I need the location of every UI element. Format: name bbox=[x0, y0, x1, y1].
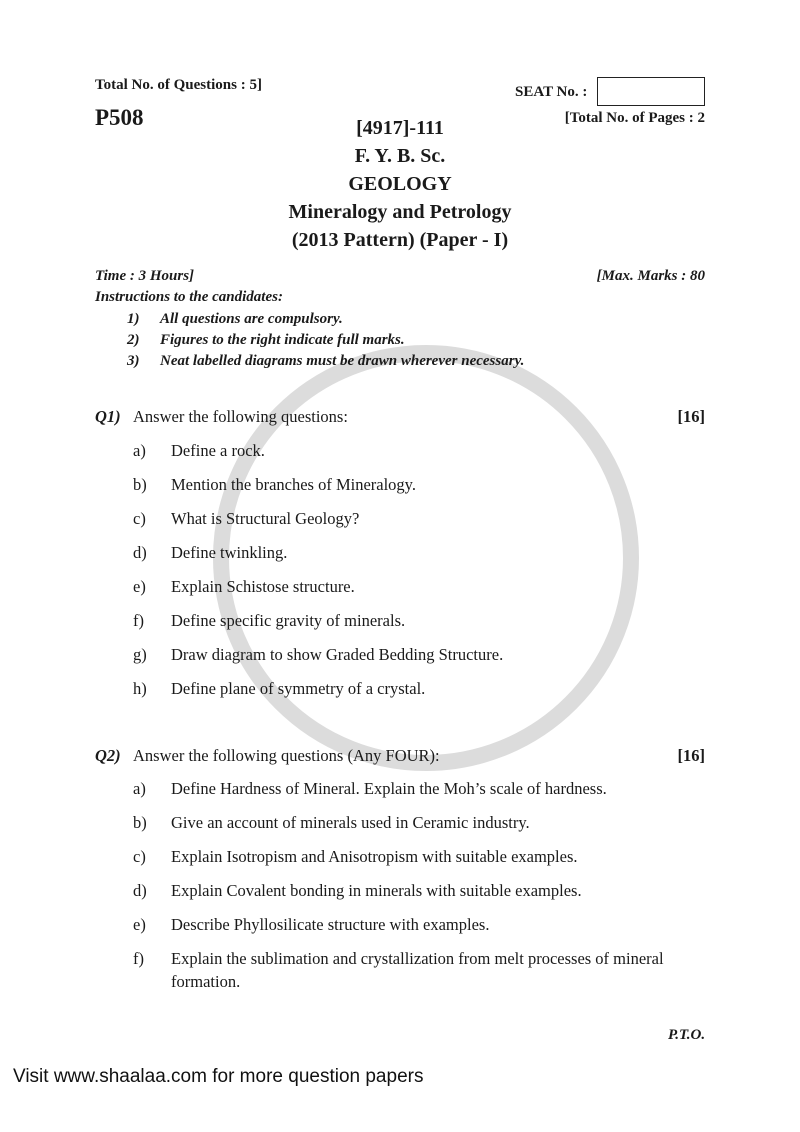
item-text: Explain Covalent bonding in minerals with suitable examples. bbox=[171, 881, 582, 900]
seat-number-box[interactable] bbox=[597, 77, 705, 106]
subject: GEOLOGY bbox=[348, 173, 452, 195]
item-letter: d) bbox=[133, 543, 147, 562]
exam-code: [4917]-111 bbox=[356, 117, 444, 139]
item-text-continued: formation. bbox=[171, 972, 241, 991]
max-marks: [Max. Marks : 80 bbox=[596, 268, 705, 284]
pattern: (2013 Pattern) (Paper - I) bbox=[291, 229, 509, 251]
item-letter: e) bbox=[133, 915, 146, 934]
time: Time : 3 Hours] bbox=[95, 268, 195, 284]
item-text: Describe Phyllosilicate structure with examples. bbox=[171, 915, 490, 934]
item-letter: e) bbox=[133, 577, 146, 596]
pto: P.T.O. bbox=[668, 1027, 706, 1043]
item-text: Draw diagram to show Graded Bedding Structure. bbox=[171, 645, 504, 664]
item-letter: b) bbox=[133, 475, 147, 494]
instruction-text: All questions are compulsory. bbox=[160, 311, 343, 327]
question-text: Answer the following questions (Any FOUR): bbox=[133, 746, 440, 765]
item-text: Mention the branches of Mineralogy. bbox=[171, 475, 416, 494]
item-text: Define plane of symmetry of a crystal. bbox=[171, 679, 426, 698]
item-letter: f) bbox=[133, 949, 144, 968]
paper-code: P508 bbox=[95, 105, 144, 130]
question-marks: [16] bbox=[677, 407, 705, 426]
course: F. Y. B. Sc. bbox=[354, 145, 446, 167]
item-letter: d) bbox=[133, 881, 147, 900]
item-letter: a) bbox=[133, 441, 146, 460]
seat-label: SEAT No. : bbox=[515, 84, 588, 100]
item-letter: g) bbox=[133, 645, 147, 664]
paper-name: Mineralogy and Petrology bbox=[288, 201, 512, 223]
instruction-num: 1) bbox=[127, 311, 140, 327]
item-letter: c) bbox=[133, 509, 146, 528]
item-text: Define twinkling. bbox=[171, 543, 288, 562]
item-text: Define Hardness of Mineral. Explain the Moh’s scale of hardness. bbox=[171, 779, 607, 798]
footer-text: Visit www.shaalaa.com for more question papers bbox=[13, 1066, 424, 1087]
item-text: Explain Schistose structure. bbox=[171, 577, 355, 596]
question-number: Q1) bbox=[95, 407, 121, 426]
item-letter: h) bbox=[133, 679, 147, 698]
question-number: Q2) bbox=[95, 746, 121, 765]
instruction-text: Neat labelled diagrams must be drawn wherever necessary. bbox=[160, 353, 525, 369]
instruction-text: Figures to the right indicate full marks. bbox=[160, 332, 405, 348]
item-text: Explain the sublimation and crystallization from melt processes of mineral bbox=[171, 949, 664, 968]
item-text: Give an account of minerals used in Ceramic industry. bbox=[171, 813, 530, 832]
instructions-heading: Instructions to the candidates: bbox=[95, 289, 283, 305]
total-pages: [Total No. of Pages : 2 bbox=[564, 110, 705, 126]
item-letter: f) bbox=[133, 611, 144, 630]
question-marks: [16] bbox=[677, 746, 705, 765]
item-letter: b) bbox=[133, 813, 147, 832]
instruction-num: 2) bbox=[127, 332, 140, 348]
item-text: Define specific gravity of minerals. bbox=[171, 611, 406, 630]
item-text: Define a rock. bbox=[171, 441, 265, 460]
item-letter: c) bbox=[133, 847, 146, 866]
item-letter: a) bbox=[133, 779, 146, 798]
item-text: What is Structural Geology? bbox=[171, 509, 360, 528]
total-questions: Total No. of Questions : 5] bbox=[95, 77, 262, 93]
item-text: Explain Isotropism and Anisotropism with suitable examples. bbox=[171, 847, 578, 866]
instruction-num: 3) bbox=[127, 353, 140, 369]
question-text: Answer the following questions: bbox=[133, 407, 348, 426]
